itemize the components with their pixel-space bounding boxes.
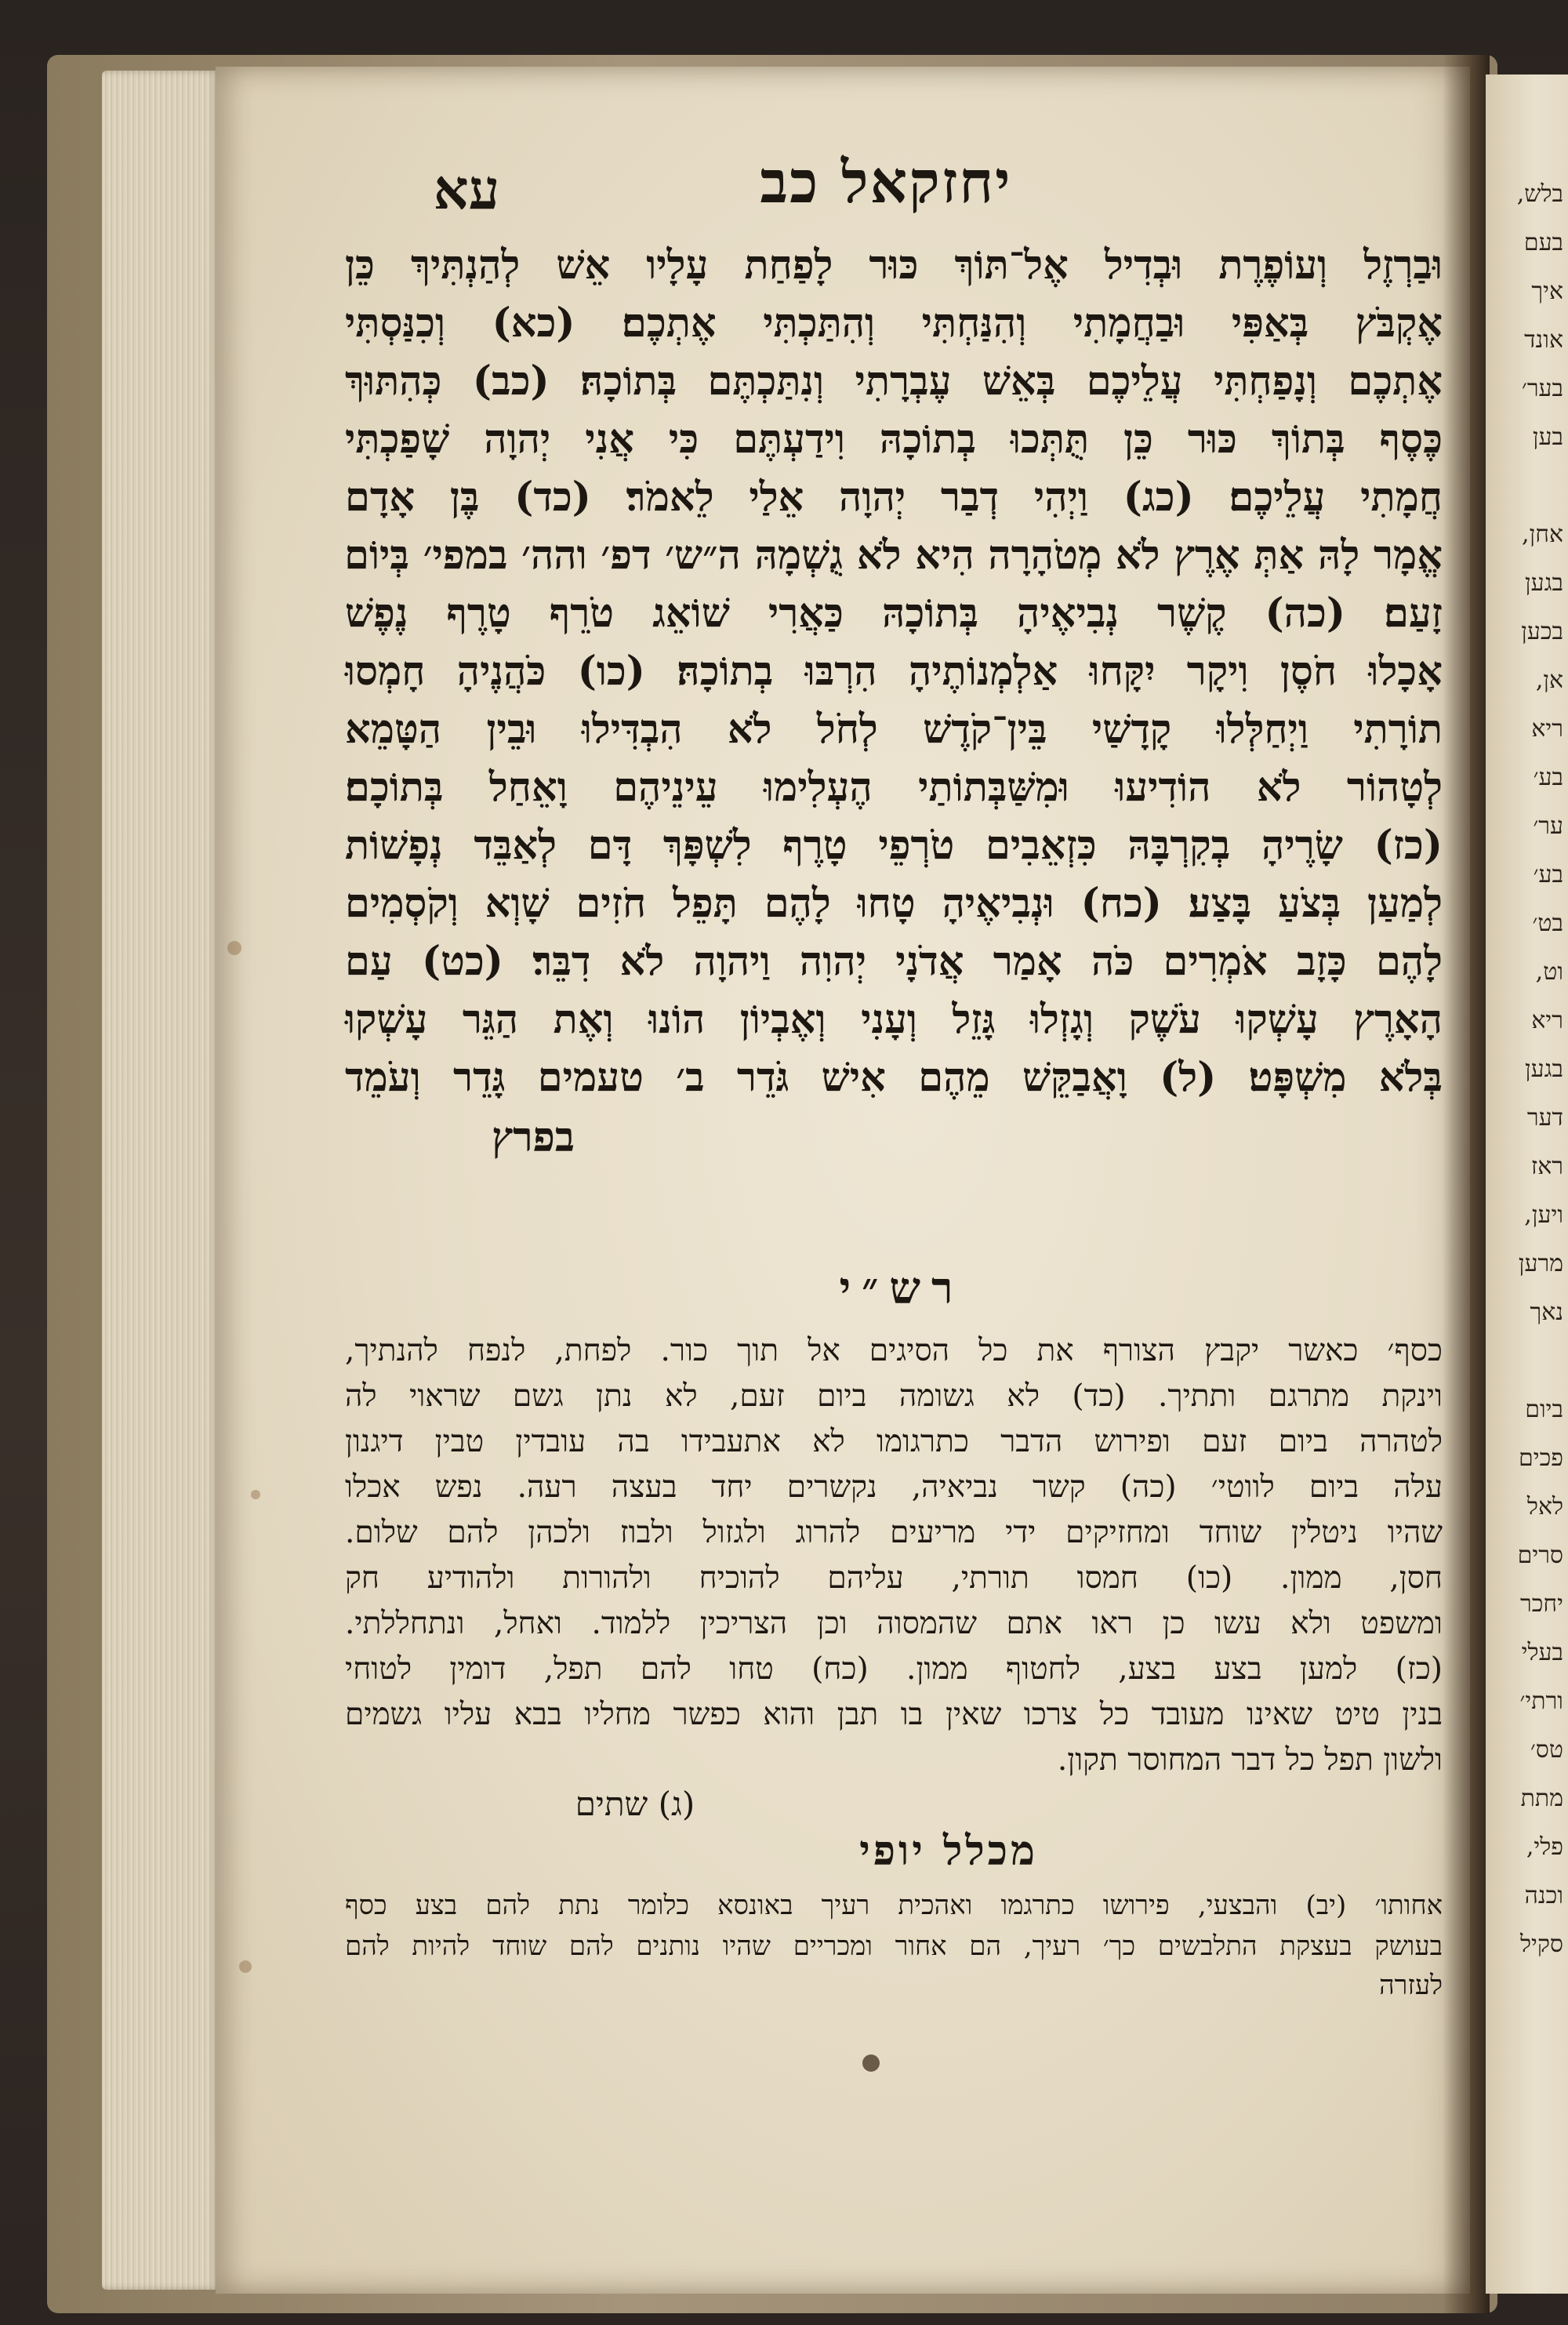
facing-page bbox=[1486, 74, 1568, 2294]
rashi-line: ומשפט ולא עשו כן ראו אתם שהמסוה וכן הצריכין ללמוד. ואחל, ונתחללתי. bbox=[345, 1606, 1443, 1641]
facing-page-line: ראז bbox=[1530, 1153, 1563, 1180]
facing-page-line: בער׳ bbox=[1521, 375, 1563, 402]
facing-page-line: וט, bbox=[1535, 958, 1563, 986]
rashi-heading: רש״י bbox=[839, 1262, 964, 1314]
main-text-line: חֲמָתִי עֲלֵיכֶם׃ (כג) וַיְהִי דְבַר יְהוָה אֵלַי לֵאמֹר׃ (כד) בֶּן אָדָם bbox=[345, 474, 1443, 521]
running-header-title: יחזקאל כב bbox=[760, 149, 1012, 216]
page-number: עא bbox=[433, 157, 500, 222]
facing-page-line: בע׳ bbox=[1533, 861, 1563, 888]
rashi-line: וינקת מתרגם ותתיך. (כד) לא גשומה ביום זעם, לא נתן גשם שראוי לה bbox=[345, 1379, 1443, 1414]
facing-page-line: ביום bbox=[1525, 1396, 1563, 1423]
facing-page-line: סרים bbox=[1517, 1542, 1563, 1569]
facing-page-line: פלי, bbox=[1526, 1833, 1563, 1861]
page-edges bbox=[102, 71, 220, 2290]
facing-page-line: פכים bbox=[1519, 1444, 1563, 1472]
rashi-line: (כז) למען בצע בצע, לחטוף ממון. (כח) טחו להם תפל, דומין לטוחי bbox=[345, 1651, 1443, 1687]
foxing-spot bbox=[227, 941, 241, 955]
facing-page-line: ויען, bbox=[1524, 1201, 1563, 1229]
facing-page-line: אונד bbox=[1524, 326, 1563, 354]
facing-page-line: ער׳ bbox=[1533, 812, 1563, 840]
facing-page-line: סקיל bbox=[1519, 1931, 1563, 1958]
michlal-yofi-line: בעושק בעצקת התלבשים כך׳ רעיך, הם אחור ומכריים שהיו נותנים להם שוחד להיות להם bbox=[345, 1931, 1443, 1962]
facing-page-line: ורתי׳ bbox=[1519, 1687, 1563, 1715]
main-text-line: לָהֶם כָּזָב אֹמְרִים כֹּה אָמַר אֲדֹנָי יְהוִה וַיהוָה לֹא דִבֵּר׃ (כט) עַם bbox=[345, 938, 1443, 985]
facing-page-line: בע׳ bbox=[1533, 764, 1563, 791]
michlal-yofi-line: לעזרה bbox=[1379, 1970, 1443, 2001]
facing-page-line: אן, bbox=[1535, 667, 1563, 694]
catchword: בפרץ bbox=[492, 1113, 575, 1161]
facing-page-line: בגען bbox=[1525, 1055, 1563, 1083]
michlal-yofi-line: אחותו׳ (יב) והבצעי, פירושו כתרגמו ואהכית רעיך באונסא כלומר נתת להם בצע כסף bbox=[345, 1890, 1443, 1921]
facing-page-line: בען bbox=[1532, 423, 1563, 451]
main-text-line: (כז) שָׂרֶיהָ בְקִרְבָּהּ כִּזְאֵבִים טֹרְפֵי טָרֶף לִשְׁפָּךְ דָּם לְאַבֵּד נְפָשׁוֹת bbox=[345, 822, 1443, 869]
facing-page-line: טס׳ bbox=[1530, 1736, 1563, 1764]
facing-page-line: וכנה bbox=[1524, 1882, 1563, 1909]
facing-page-line: בכען bbox=[1521, 618, 1563, 645]
main-text-line: תוֹרָתִי וַיְחַלְּלוּ קָדָשַׁי בֵּין־קֹדֶשׁ לְחֹל לֹא הִבְדִּילוּ וּבֵין הַטָּמֵא bbox=[345, 706, 1443, 753]
facing-page-line: בגען bbox=[1525, 569, 1563, 597]
facing-page-line: ריא bbox=[1531, 715, 1563, 743]
rashi-line: חסן, ממון. (כו) חמסו תורתי, עליהם להוכיח ולהורות ולהודיע חק bbox=[345, 1560, 1443, 1596]
facing-page-line: ריא bbox=[1531, 1007, 1563, 1034]
facing-page-line: איך bbox=[1531, 278, 1563, 305]
verse-marker: (ג) שתים bbox=[575, 1785, 695, 1823]
rashi-line: עלה ביום לווטי׳ (כה) קשר נביאיה, נקשרים יחד בעצה רעה. נפש אכלו bbox=[345, 1469, 1443, 1505]
rashi-line: כסף׳ כאשר יקבץ הצורף את כל הסיגים אל תוך כור. לפחת, לנפח להנתיך, bbox=[345, 1333, 1443, 1368]
ink-blot bbox=[862, 2054, 880, 2072]
main-text-line: זָעַם׃ (כה) קֶשֶׁר נְבִיאֶיהָ בְּתוֹכָהּ כַּאֲרִי שׁוֹאֵג טֹרֵף טָרֶף נֶפֶשׁ bbox=[345, 590, 1443, 637]
main-text-line: אֶקְבֹּץ בְּאַפִּי וּבַחֲמָתִי וְהִנַּחְתִּי וְהִתַּכְתִּי אֶתְכֶם׃ (כא) וְכִנַּסְתִּי bbox=[345, 300, 1443, 347]
main-text-line: אֱמָר לָהּ אַתְּ אֶרֶץ לֹא מְטֹהָרָה הִיא לֹא גֻשְׁמָהּ ה״ש׳ דפ׳ והה׳ במפי׳ בְּיוֹם bbox=[344, 532, 1443, 579]
foxing-spot bbox=[239, 1960, 252, 1973]
main-text-line: אָכָלוּ חֹסֶן וִיקָר יִקָּחוּ אַלְמְנוֹתֶיהָ הִרְבּוּ בְתוֹכָהּ׃ (כו) כֹּהֲנֶיהָ חָמְסוּ bbox=[345, 648, 1443, 695]
facing-page-line: מתת bbox=[1520, 1785, 1563, 1812]
rashi-line: שהיו ניטלין שוחד ומחזיקים ידי מריעים להרוג ולגזול ולבוז ולכהן להם שלום. bbox=[345, 1515, 1443, 1550]
main-text-line: וּבַרְזֶל וְעוֹפֶרֶת וּבְדִיל אֶל־תּוֹךְ כּוּר לָפַחַת עָלָיו אֵשׁ לְהַנְתִּיךְ כֵּן bbox=[345, 242, 1443, 289]
facing-page-line: דער bbox=[1526, 1104, 1563, 1132]
facing-page-line: נאך bbox=[1530, 1299, 1563, 1326]
facing-page-line: יחכר bbox=[1519, 1590, 1563, 1618]
main-text-line: הָאָרֶץ עָשְׁקוּ עֹשֶׁק וְגָזְלוּ גָּזֵל וְעָנִי וְאֶבְיוֹן הוֹנוּ וְאֶת הַגֵּר עָשְׁקוּ bbox=[345, 996, 1443, 1043]
main-text-line: כֶּסֶף בְּתוֹךְ כּוּר כֵּן תֻּתְּכוּ בְתוֹכָהּ וִידַעְתֶּם כִּי אֲנִי יְהוָה שָׁפַכְתִּי bbox=[345, 416, 1443, 463]
rashi-line: בנין טיט שאינו מעובד כל צרכו שאין בו תבן והוא כפשר מחליו בבא עליו גשמים bbox=[345, 1697, 1443, 1732]
gutter-shadow bbox=[1443, 55, 1490, 2313]
rashi-line: ולשון תפל כל דבר המחוסר תקון. bbox=[1057, 1742, 1443, 1778]
michlal-yofi-heading: מכלל יופי bbox=[859, 1827, 1038, 1875]
facing-page-line: אחן, bbox=[1522, 521, 1563, 548]
facing-page-line: מרען bbox=[1518, 1250, 1563, 1277]
facing-page-line: לאל bbox=[1526, 1493, 1563, 1520]
facing-page-line: בלש, bbox=[1516, 180, 1563, 208]
main-text-line: לְמַעַן בְּצֹעַ בָּצַע׃ (כח) וּנְבִיאֶיהָ טָחוּ לָהֶם תָּפֵל חֹזִים שָׁוְא וְקֹסְמִים bbox=[345, 880, 1443, 927]
foxing-spot bbox=[251, 1490, 260, 1499]
rashi-line: לטהרה ביום זעם ופירוש הדבר כתרגומו לא אתעבידו בה עובדין טבין דיגנון bbox=[345, 1424, 1443, 1459]
main-text-line: בְּלֹא מִשְׁפָּט׃ (ל) וָאֲבַקֵּשׁ מֵהֶם אִישׁ גֹּדֵר ב׳ טעמים גָּדֵר וְעֹמֵד bbox=[345, 1054, 1443, 1101]
facing-page-line: בעלי bbox=[1521, 1639, 1563, 1666]
facing-page-line: בט׳ bbox=[1532, 910, 1563, 937]
main-text-line: לְטָהוֹר לֹא הוֹדִיעוּ וּמִשַּׁבְּתוֹתַי הֶעְלִימוּ עֵינֵיהֶם וָאֵחַל בְּתוֹכָם׃ bbox=[345, 764, 1443, 811]
facing-page-line: בעם bbox=[1523, 229, 1563, 256]
main-text-line: אֶתְכֶם וְנָפַחְתִּי עֲלֵיכֶם בְּאֵשׁ עֶבְרָתִי וְנִתַּכְתֶּם בְּתוֹכָהּ׃ (כב) כְּהִתּוּךְ bbox=[345, 358, 1443, 405]
